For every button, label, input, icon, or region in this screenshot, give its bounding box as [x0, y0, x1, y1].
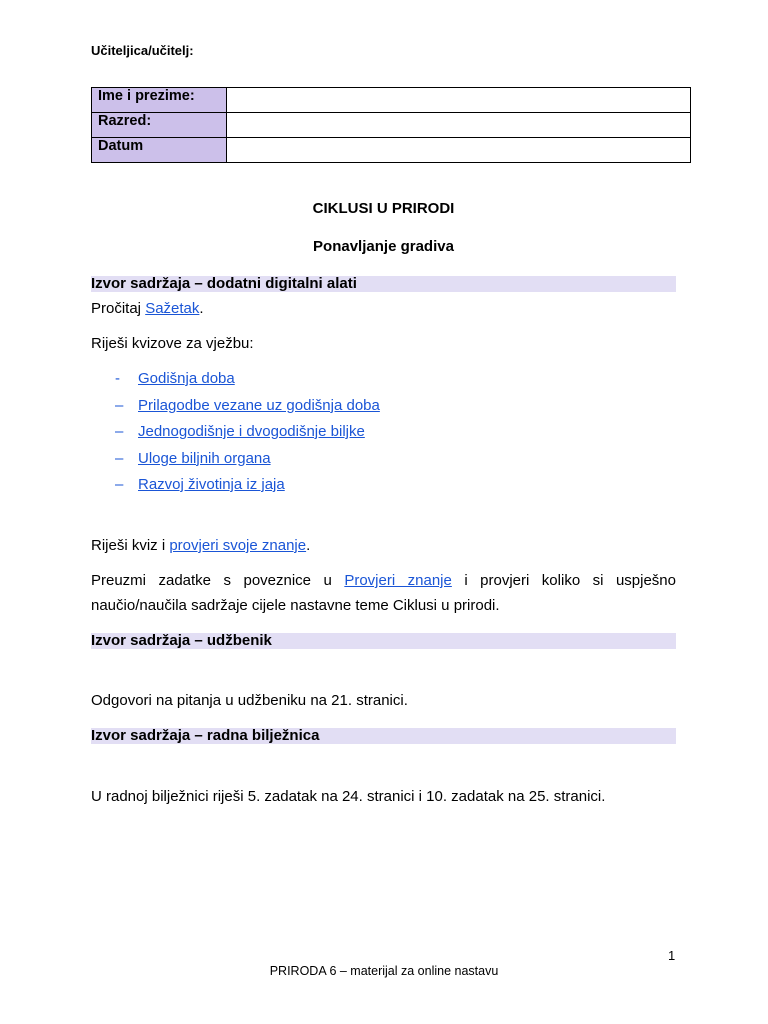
- section-heading-textbook: Izvor sadržaja – udžbenik: [91, 633, 676, 649]
- summary-link[interactable]: Sažetak: [145, 300, 200, 317]
- check-knowledge-line: [91, 533, 676, 558]
- list-dash: -: [115, 370, 120, 387]
- document-subtitle: Ponavljanje gradiva: [313, 238, 454, 255]
- quiz-link-adaptations[interactable]: Prilagodbe vezane uz godišnja doba: [138, 396, 380, 414]
- teacher-label: Učiteljica/učitelj:: [91, 43, 194, 58]
- quiz-list: [91, 366, 676, 499]
- section-heading-digital: Izvor sadržaja – dodatni digitalni alati: [91, 276, 676, 292]
- check-prefix: Riješi kviz i: [91, 537, 170, 554]
- download-prefix: Preuzmi zadatke s poveznice u: [91, 572, 345, 589]
- section-heading-workbook: Izvor sadržaja – radna bilježnica: [91, 728, 676, 744]
- download-suffix: i provjeri koliko si uspješno naučio/naučila sadržaje cijele nastavne teme Ciklusi u prirodi.: [91, 572, 676, 614]
- read-summary-line: [91, 296, 676, 321]
- list-item: [91, 366, 676, 393]
- quiz-intro: Riješi kvizove za vježbu:: [91, 335, 254, 352]
- quiz-link-seasons[interactable]: Godišnja doba: [138, 370, 235, 387]
- table-row: [92, 88, 691, 113]
- page-number: 1: [668, 948, 676, 963]
- check-knowledge-link[interactable]: provjeri svoje znanje: [169, 537, 307, 554]
- document-title: CIKLUSI U PRIRODI: [312, 200, 455, 217]
- student-info-table: [91, 87, 691, 163]
- list-item: [91, 393, 676, 420]
- workbook-instruction: U radnoj bilježnici riješi 5. zadatak na 24. stranici i 10. zadatak na 25. stranici.: [91, 788, 606, 805]
- name-label: Ime i prezime:: [92, 88, 227, 113]
- list-item: [91, 446, 676, 473]
- check-suffix: .: [306, 537, 311, 554]
- textbook-instruction: Odgovori na pitanja u udžbeniku na 21. stranici.: [91, 692, 408, 709]
- quiz-link-animal-development[interactable]: Razvoj životinja iz jaja: [138, 476, 285, 493]
- list-dash: –: [115, 476, 124, 493]
- quiz-link-annual-biennial-plants[interactable]: Jednogodišnje i dvogodišnje biljke: [138, 423, 365, 440]
- class-field[interactable]: [227, 113, 691, 138]
- read-prefix: Pročitaj: [91, 300, 146, 317]
- read-suffix: .: [199, 300, 204, 317]
- list-dash: –: [115, 396, 124, 414]
- list-item: [91, 472, 676, 499]
- table-row: [92, 138, 691, 163]
- class-label: Razred:: [92, 113, 227, 138]
- provjeri-znanje-link[interactable]: Provjeri znanje: [344, 572, 452, 589]
- list-item: [91, 419, 676, 446]
- table-row: [92, 113, 691, 138]
- list-dash: –: [115, 423, 124, 440]
- date-label: Datum: [92, 138, 227, 163]
- quiz-link-plant-organs[interactable]: Uloge biljnih organa: [138, 449, 271, 467]
- date-field[interactable]: [227, 138, 691, 163]
- name-field[interactable]: [227, 88, 691, 113]
- list-dash: –: [115, 449, 124, 467]
- page-footer: PRIRODA 6 – materijal za online nastavu: [269, 964, 499, 978]
- download-tasks-paragraph: [91, 568, 676, 618]
